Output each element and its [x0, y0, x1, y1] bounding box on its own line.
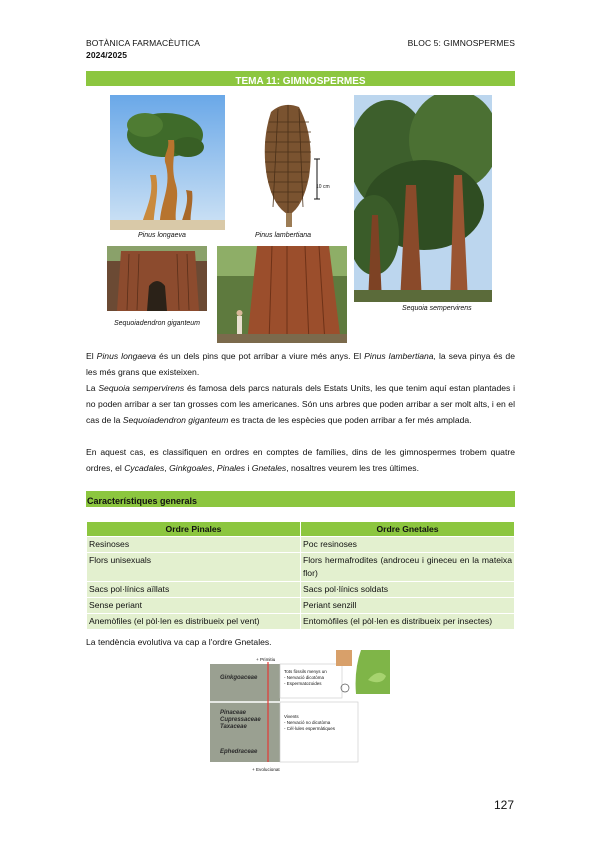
note-line: - Nervació no dicotòma [284, 720, 331, 725]
photo-sequoiadendron-tunnel [107, 246, 207, 311]
table-cell: Periant senzill [301, 598, 515, 614]
comparison-table [86, 521, 515, 630]
group-conifers [220, 710, 261, 731]
photo-sequoiadendron-trunk [217, 246, 347, 343]
note-line: Vivents [284, 714, 299, 719]
column-header: Ordre Gnetales [301, 522, 515, 537]
species-name: Pinus longaeva [96, 351, 157, 361]
intro-paragraph-1 [86, 348, 515, 380]
table-cell: Flors hermafrodites (androceu i gineceu en la mateixa flor) [301, 553, 515, 582]
order-name: Pinales [216, 463, 246, 473]
table-row [87, 537, 515, 553]
section-title: Característiques generals [87, 496, 198, 506]
trend-text: La tendència evolutiva va cap a l'ordre Gnetales. [86, 637, 272, 647]
table-cell: Sacs pol·línics soldats [301, 582, 515, 598]
text-run: la seva pinya és de les més grans que existeixen. [86, 351, 515, 377]
diagram-bottom-label: + Evolucionat [252, 767, 280, 772]
group-ginkgoaceae: Ginkgoaceae [220, 675, 258, 681]
species-name: Pinus lambertiana, [364, 351, 436, 361]
scale-label: 10 cm [316, 184, 330, 190]
note-fossils [284, 669, 327, 687]
evolution-diagram [196, 650, 396, 778]
caption-lambertiana: Pinus lambertiana [255, 232, 312, 239]
text-run: La [86, 383, 99, 393]
family-name: Taxaceae [220, 724, 247, 730]
course-header [86, 37, 200, 61]
course-name: BOTÀNICA FARMACÈUTICA [86, 38, 201, 48]
text-run: , [164, 463, 170, 473]
text-run: En aquest cas, es classifiquen en ordres en comptes de famílies, dins de les gimnospermes trobem quatre ordres, el [86, 447, 515, 473]
block-header: BLOC 5: GIMNOSPERMES [407, 38, 515, 48]
topic-title-bar [86, 71, 515, 86]
table-row [87, 582, 515, 598]
order-name: Gnetales [251, 463, 287, 473]
text-run: , nosaltres veurem les tres últimes. [286, 463, 419, 473]
table-cell: Resinoses [87, 537, 301, 553]
caption-sequoia: Sequoia sempervirens [402, 305, 472, 312]
species-name: Sequoiadendron giganteum [122, 415, 229, 425]
academic-year: 2024/2025 [86, 50, 128, 60]
table-cell: Entomòfiles (el pòl·len es distribueix per insectes) [301, 614, 515, 630]
photo-pinus-longaeva [110, 95, 225, 230]
text-run: , [212, 463, 217, 473]
table-cell: Sense periant [87, 598, 301, 614]
table-cell: Sacs pol·línics aïllats [87, 582, 301, 598]
section-title-bar [86, 491, 515, 507]
order-name: Ginkgoales [169, 463, 213, 473]
column-header: Ordre Pinales [87, 522, 301, 537]
page-number: 127 [494, 798, 515, 812]
table-cell: Anemòfiles (el pòl·len es distribueix pel vent) [87, 614, 301, 630]
intro-paragraph-2 [86, 380, 515, 428]
photo-pinus-lambertiana [243, 97, 338, 230]
caption-longaeva: Pinus longaeva [138, 232, 186, 239]
note-living [284, 714, 335, 732]
species-name: Sequoia sempervirens [98, 383, 185, 393]
text-run: és un dels pins que pot arribar a viure més anys. El [156, 351, 365, 361]
note-line: - Espermatozoides [284, 681, 322, 686]
table-header-row [87, 522, 515, 537]
note-line: Tots fòssils menys un [284, 669, 327, 674]
diagram-top-label: + Primitiu [256, 657, 276, 662]
table-cell: Flors unisexuals [87, 553, 301, 582]
table-row [87, 614, 515, 630]
text-run: i [245, 463, 252, 473]
text-run: es tracta de les espècies que poden arribar a fer més amplada. [228, 415, 472, 425]
table-row [87, 598, 515, 614]
order-name: Cycadales [124, 463, 165, 473]
group-ephedraceae: Ephedraceae [220, 749, 258, 755]
note-line: - Cèl·lules espermàtiques [284, 726, 336, 731]
note-line: - Nervació dicotòma [284, 675, 325, 680]
text-run: és famosa dels parcs naturals dels Estats Units, les que tenim aquí estan plantades i no poden arribar a ser tan grosses com les americanes. Són uns arbres que poden arribar a ser molt alts, i en el cas de la [86, 383, 515, 425]
intro-paragraph-3 [86, 444, 515, 476]
photo-sequoia-sempervirens [354, 95, 492, 302]
family-name: Cupressaceae [220, 717, 261, 723]
table-row [87, 553, 515, 582]
text-run: El [86, 351, 97, 361]
topic-title: TEMA 11: GIMNOSPERMES [235, 76, 366, 87]
caption-sequoiadendron: Sequoiadendron giganteum [114, 320, 201, 327]
family-name: Pinaceae [220, 710, 247, 716]
table-cell: Poc resinoses [301, 537, 515, 553]
